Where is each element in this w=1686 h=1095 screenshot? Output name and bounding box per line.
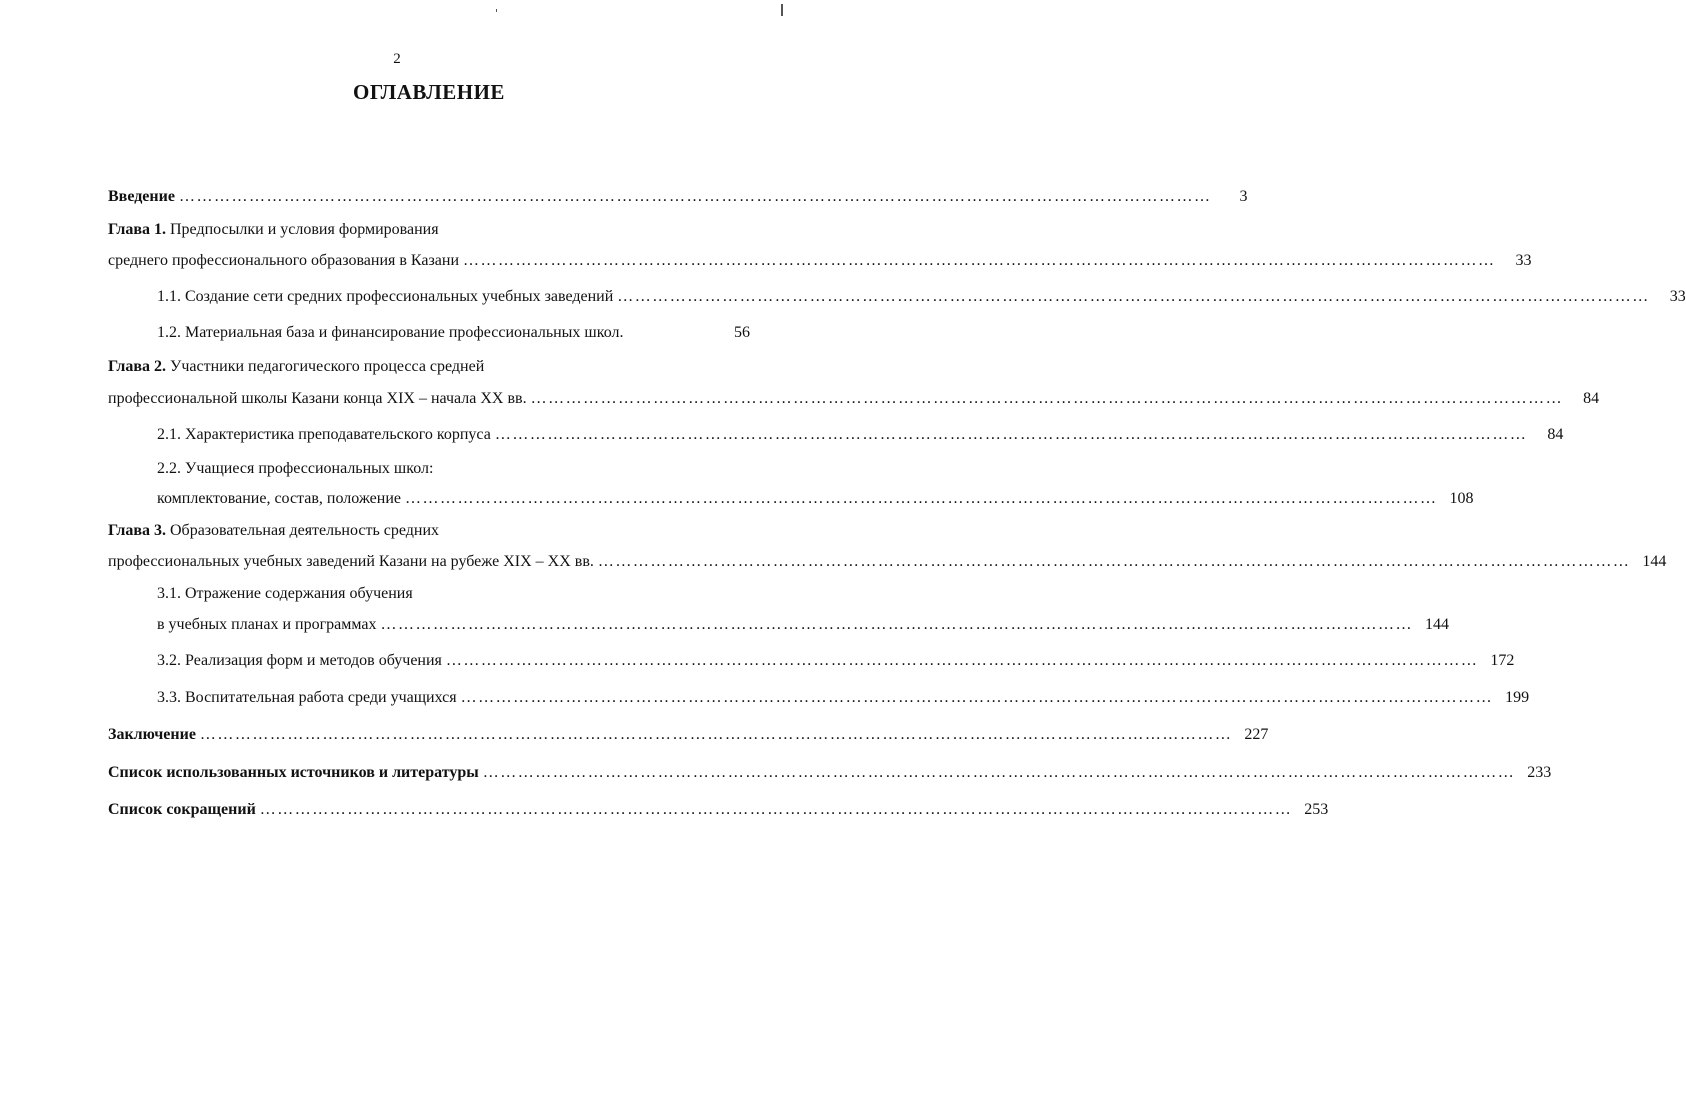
toc-leader: …………………………………………………………………………………………………………………………………………………………… <box>405 490 1438 507</box>
toc-page: 233 <box>1527 764 1552 781</box>
toc-label: 3.2. Реализация форм и методов обучения <box>157 652 442 669</box>
toc-label: профессиональных учебных заведений Казани на рубеже XIX – XX вв. <box>108 553 594 570</box>
toc-label: 2.1. Характеристика преподавательского корпуса <box>157 426 491 443</box>
toc-label: 1.2. Материальная база и финансирование профессиональных школ. <box>157 324 624 341</box>
toc-page: 144 <box>1642 553 1667 570</box>
toc-page: 33 <box>1669 288 1686 305</box>
toc-label: комплектование, состав, положение <box>157 490 401 507</box>
toc-leader: …………………………………………………………………………………………………………………………………………………………… <box>530 390 1564 407</box>
toc-entry-3-3[interactable] <box>157 688 1530 708</box>
toc-leader: …………………………………………………………………………………………………………………………………………………………… <box>178 188 1212 205</box>
toc-entry-3-1-title[interactable] <box>157 584 750 604</box>
toc-label: Список сокращений <box>108 801 256 818</box>
page-number: 2 <box>393 51 401 67</box>
toc-page: 227 <box>1244 726 1269 743</box>
toc-leader: …………………………………………………………………………………………………………………………………………………………… <box>463 252 1496 269</box>
toc-leader: …………………………………………………………………………………………………………………………………………………………… <box>597 553 1631 570</box>
toc-label: Образовательная деятельность средних <box>170 522 440 539</box>
toc-chapter-prefix: Глава 3. <box>108 522 166 539</box>
toc-entry-sources[interactable] <box>108 763 1552 783</box>
toc-entry-2-1[interactable] <box>157 425 1564 445</box>
scan-dot <box>496 9 497 12</box>
toc-entry-abbreviations[interactable] <box>108 800 1329 820</box>
toc-label: 3.1. Отражение содержания обучения <box>157 585 413 602</box>
toc-chapter-3-title[interactable] <box>108 521 750 541</box>
toc-chapter-1-title[interactable] <box>108 220 750 240</box>
scan-mark <box>781 4 783 16</box>
toc-chapter-prefix: Глава 2. <box>108 358 166 375</box>
toc-leader: …………………………………………………………………………………………………………………………………………………………… <box>494 426 1528 443</box>
toc-entry-1-1[interactable] <box>157 287 1686 307</box>
toc-label: Участники педагогического процесса средней <box>170 358 485 375</box>
toc-page: 56 <box>734 324 750 341</box>
toc-page: 144 <box>1425 616 1449 633</box>
toc-label: профессиональной школы Казани конца XIX – начала XX вв. <box>108 390 527 407</box>
toc-leader: …………………………………………………………………………………………………………………………………………………………… <box>199 726 1233 743</box>
toc-leader: …………………………………………………………………………………………………………………………………………………………… <box>445 652 1479 669</box>
toc-page: 84 <box>1583 390 1600 407</box>
toc-entry-chapter-2[interactable] <box>108 389 1600 409</box>
toc-page: 33 <box>1515 252 1532 269</box>
toc-chapter-prefix: Глава 1. <box>108 221 166 238</box>
toc-leader: …………………………………………………………………………………………………………………………………………………………… <box>482 764 1516 781</box>
toc-label: Предпосылки и условия формирования <box>170 221 439 238</box>
toc-page: 172 <box>1490 652 1515 669</box>
toc-page: 253 <box>1304 801 1329 818</box>
toc-page: 108 <box>1449 490 1474 507</box>
toc-label: 1.1. Создание сети средних профессиональных учебных заведений <box>157 288 614 305</box>
toc-leader: …………………………………………………………………………………………………………………………………………………………… <box>617 288 1650 305</box>
toc-label: среднего профессионального образования в Казани <box>108 252 460 269</box>
toc-entry-3-2[interactable] <box>157 651 1515 671</box>
toc-entry-intro[interactable] <box>108 187 1248 207</box>
toc-label: 3.3. Воспитательная работа среди учащихся <box>157 689 457 706</box>
toc-label: в учебных планах и программах <box>157 616 377 633</box>
toc-page: 84 <box>1547 426 1564 443</box>
toc-label: Заключение <box>108 726 196 743</box>
page-title: ОГЛАВЛЕНИЕ <box>353 80 505 104</box>
toc-page: 3 <box>1239 188 1248 205</box>
toc-label: Введение <box>108 188 175 205</box>
toc-page: 199 <box>1505 689 1530 706</box>
toc-leader: …………………………………………………………………………………………………………………………………………………………… <box>460 689 1494 706</box>
toc-chapter-2-title[interactable] <box>108 357 750 377</box>
toc-leader: …………………………………………………………………………………………………………………………………………………………… <box>259 801 1293 818</box>
toc-label: 2.2. Учащиеся профессиональных школ: <box>157 460 434 477</box>
toc-entry-2-2-title[interactable] <box>157 459 750 479</box>
toc-entry-conclusion[interactable] <box>108 725 1269 745</box>
toc-entry-2-2[interactable] <box>157 489 1474 509</box>
toc-entry-1-2[interactable] <box>157 323 750 343</box>
toc-entry-chapter-1[interactable] <box>108 251 1532 271</box>
toc-entry-3-1[interactable] <box>157 615 1449 635</box>
toc-entry-chapter-3[interactable] <box>108 552 1667 572</box>
toc-label: Список использованных источников и литературы <box>108 764 479 781</box>
toc-leader: …………………………………………………………………………………………………………………………………………………………… <box>380 616 1413 633</box>
